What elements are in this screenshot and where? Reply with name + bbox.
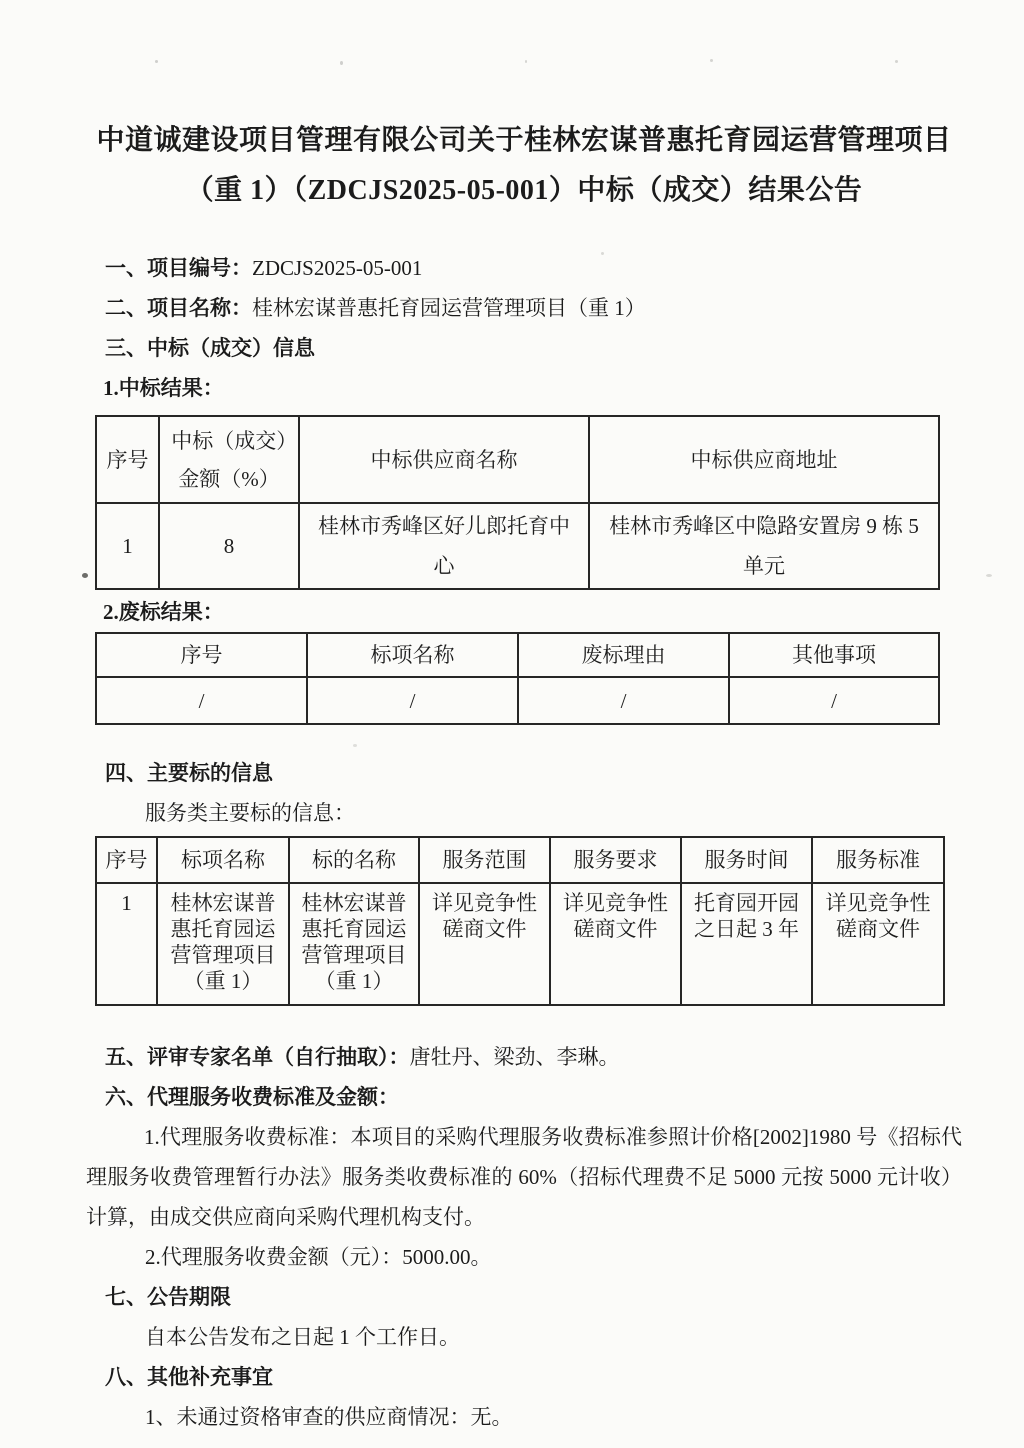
document-title (86, 0, 962, 216)
award-col-amount: 中标（成交）金额（%） (159, 416, 299, 503)
rejected-table-row: / / / / (96, 677, 939, 724)
experts-names: 唐牡丹、梁劲、李琳。 (409, 1045, 620, 1069)
award-result-table (95, 415, 940, 590)
service-col-requirement: 服务要求 (550, 837, 681, 883)
service-col-seq: 序号 (96, 837, 157, 883)
other-matters-text: 1、未通过资格审查的供应商情况：无。 (145, 1405, 513, 1429)
award-cell-seq: 1 (96, 503, 159, 589)
project-name-value: 桂林宏谋普惠托育园运营管理项目（重 1） (252, 296, 646, 320)
section-main-subject: 四、主要标的信息 (105, 761, 273, 785)
rejected-table-header-row (96, 633, 939, 677)
section-project-name (105, 288, 962, 328)
service-col-standard: 服务标准 (812, 837, 944, 883)
award-result-label: 1.中标结果： (103, 376, 224, 400)
agency-fee-standard-paragraph: 1.代理服务收费标准：本项目的采购代理服务收费标准参照计价格[2002]1980 号《招标代理服务收费管理暂行办法》服务类收费标准的 60%（招标代理费不足 5000 元按 5000 元计收）计算，由成交供应商向采购代理机构支付。 (86, 1125, 962, 1229)
section-agency-fee: 六、代理服务收费标准及金额： (105, 1085, 399, 1109)
agency-fee-amount-line: 2.代理服务收费金额（元）：5000.00。 (145, 1245, 492, 1269)
award-cell-amount: 8 (159, 503, 299, 589)
project-name-label: 二、项目名称： (105, 296, 252, 320)
award-col-seq: 序号 (96, 416, 159, 503)
rejected-bid-table (95, 632, 940, 725)
experts-label: 五、评审专家名单（自行抽取）： (105, 1045, 410, 1069)
rejected-col-item-name: 标项名称 (307, 633, 518, 677)
section-experts (105, 1037, 962, 1077)
section-project-number (105, 248, 962, 288)
award-col-supplier-address: 中标供应商地址 (589, 416, 939, 503)
document-title-line1: 中道诚建设项目管理有限公司关于桂林宏谋普惠托育园运营管理项目 (96, 125, 952, 156)
service-col-subject-name: 标的名称 (289, 837, 419, 883)
award-cell-supplier-name: 桂林市秀峰区好儿郎托育中心 (299, 503, 589, 589)
service-table-header-row (96, 837, 944, 883)
rejected-result-label: 2.废标结果： (103, 600, 224, 624)
service-col-time: 服务时间 (681, 837, 812, 883)
section-other-matters: 八、其他补充事宜 (105, 1365, 273, 1389)
rejected-col-reason: 废标理由 (518, 633, 729, 677)
announcement-period-text: 自本公告发布之日起 1 个工作日。 (145, 1325, 460, 1349)
project-number-value: ZDCJS2025-05-001 (252, 256, 423, 280)
section-announcement-period: 七、公告期限 (105, 1285, 231, 1309)
service-col-scope: 服务范围 (419, 837, 550, 883)
service-col-item-name: 标项名称 (157, 837, 289, 883)
award-col-supplier-name: 中标供应商名称 (299, 416, 589, 503)
service-subject-sublabel: 服务类主要标的信息： (145, 801, 355, 825)
rejected-col-other: 其他事项 (729, 633, 939, 677)
rejected-col-seq: 序号 (96, 633, 307, 677)
award-cell-supplier-address: 桂林市秀峰区中隐路安置房 9 栋 5 单元 (589, 503, 939, 589)
service-subject-table (95, 836, 945, 1006)
award-table-header-row (96, 416, 939, 503)
service-table-row: 1 桂林宏谋普惠托育园运营管理项目（重 1） 桂林宏谋普惠托育园运营管理项目（重 1） 详见竞争性磋商文件 详见竞争性磋商文件 托育园开园之日起 3 年 详见竞争性磋商文件 (96, 883, 944, 1005)
document-title-line2: （重 1）（ZDCJS2025-05-001）中标（成交）结果公告 (185, 175, 863, 206)
project-number-label: 一、项目编号： (105, 256, 252, 280)
section-award-info: 三、中标（成交）信息 (105, 336, 315, 360)
award-table-row (96, 503, 939, 589)
